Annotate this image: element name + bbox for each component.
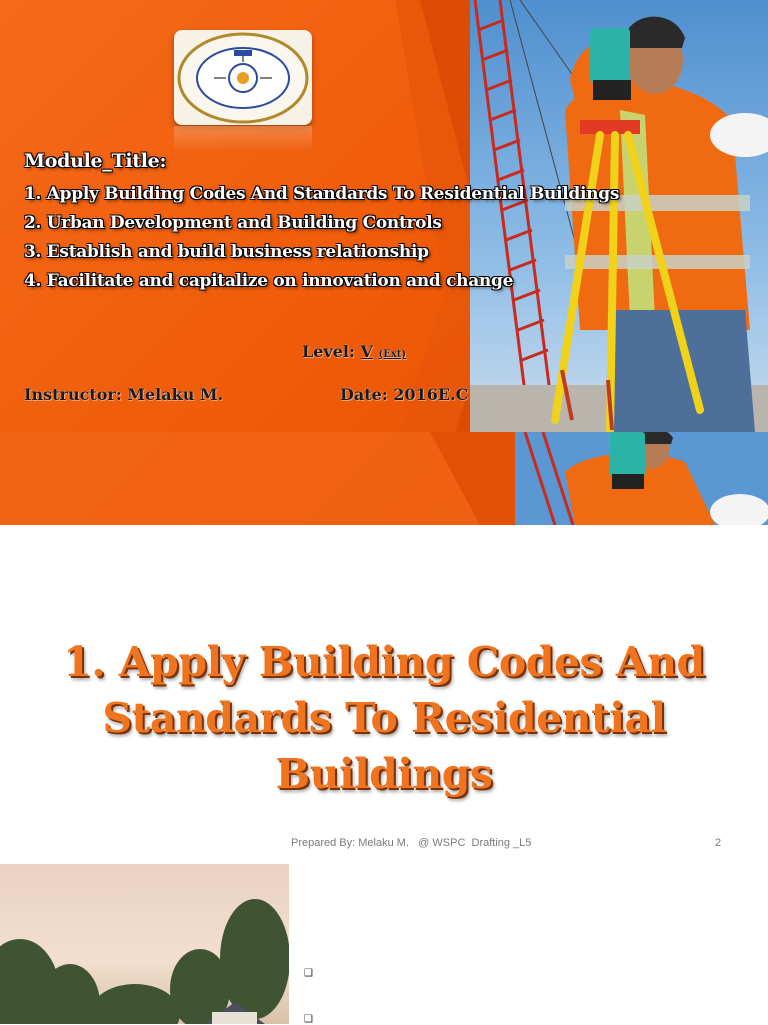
surveyor-photo xyxy=(470,0,768,432)
instructor-label: Instructor: Melaku M. xyxy=(24,385,224,404)
college-logo xyxy=(174,30,312,125)
level-line xyxy=(302,342,406,361)
logo-reflection xyxy=(174,126,312,152)
level-label: Level: xyxy=(302,342,355,361)
level-suffix: (Ext) xyxy=(378,349,407,360)
module-item-3: 3. Establish and build business relationship xyxy=(24,242,429,262)
section-title-line-2: Standards To Residential Buildings xyxy=(102,694,666,798)
module-title-label: Module_Title: xyxy=(24,150,167,172)
section-title-line-1: 1. Apply Building Codes And xyxy=(63,638,705,686)
date-label: Date: 2016E.C xyxy=(340,385,469,404)
residential-house-photo xyxy=(0,864,289,1024)
slide-footer: Prepared By: Melaku M. @ WSPC Drafting _L5 xyxy=(291,837,532,849)
page-number: 2 xyxy=(715,837,722,849)
module-item-1: 1. Apply Building Codes And Standards To Residential Buildings xyxy=(24,184,620,204)
college-seal-icon xyxy=(174,30,312,125)
section-title xyxy=(0,634,768,802)
module-item-4: 4. Facilitate and capitalize on innovation and change xyxy=(24,271,514,291)
level-value: V xyxy=(360,342,373,361)
bullet-marker-2: ❑ xyxy=(304,1014,313,1025)
module-item-2: 2. Urban Development and Building Controls xyxy=(24,213,442,233)
surveyor-photo-secondary xyxy=(515,432,768,525)
bullet-marker-1: ❑ xyxy=(304,968,313,979)
